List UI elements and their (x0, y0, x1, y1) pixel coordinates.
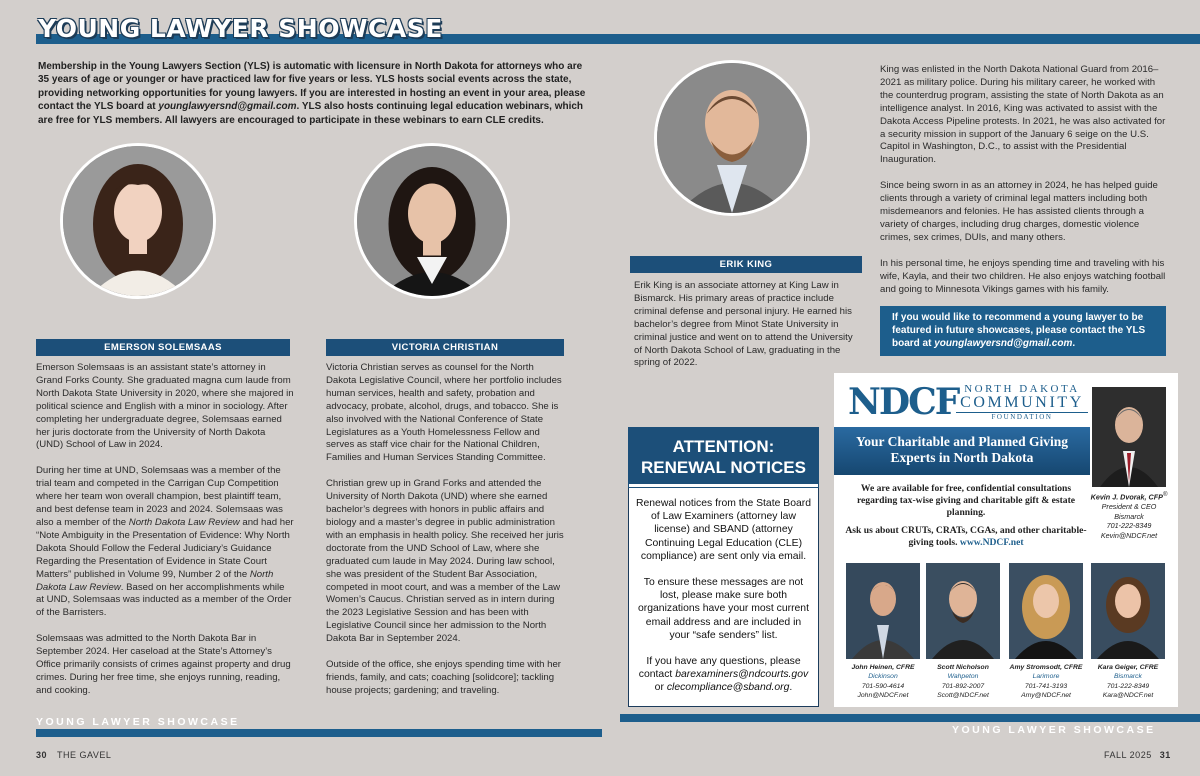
ceo-name: Kevin J. Dvorak, CFP (1090, 492, 1163, 502)
recommend-end: . (1072, 338, 1076, 349)
bio-king-p1: Erik King is an associate attorney at King Law in Bismarck. His primary areas of practice include criminal defense and personal injury. He earned his bachelor’s degree from Minot State University in criminal justice and went on to attend the University of North Dakota School of Law, graduating in the spring of 2022. (634, 280, 853, 369)
bio-christian-p1: Victoria Christian serves as counsel for the North Dakota Legislative Council, where her portfolio includes human services, health and safety, probation and advocacy, probate, alcohol, drugs, and tobacco. She is also involved with the National Conference of State Legislatures as a Youth Homelessness Fellow and serves as staff vice chair for the National Children, Families and Human Services Standing Committee. (326, 362, 562, 464)
staff-photo-image (926, 563, 1000, 659)
logo-line-1: NORTH DAKOTA (964, 383, 1080, 395)
issue-name: FALL 2025 (1104, 750, 1152, 760)
page-number-left: 30 (36, 750, 48, 760)
ceo-city: Bismarck (1114, 511, 1144, 521)
page-title: YOUNG LAWYER SHOWCASE (38, 14, 443, 43)
staff-city: Wahpeton (947, 673, 979, 681)
heading-line-1: ATTENTION: (672, 437, 775, 456)
staff-name: John Heinen, CFRE (851, 664, 915, 671)
ndcf-website-link[interactable]: www.NDCF.net (959, 537, 1024, 548)
intro-text: Membership in the Young Lawyers Section (YLS) is automatic with licensure in North Dakota for attorneys who are 35 years of age or younger or have practiced law for five years or less. YLS hosts social events across the state, providing networking opportunities for young lawyers. If you are interested in hosting an event in your area, please contact the YLS board at (38, 61, 586, 113)
staff-photo (926, 563, 1000, 659)
renewal-p3 (635, 655, 812, 695)
ceo-role: President & CEO (1101, 501, 1157, 511)
staff-card (926, 563, 1000, 701)
staff-card (1091, 563, 1165, 701)
staff-email[interactable]: Scott@NDCF.net (937, 692, 989, 700)
ndcf-advertisement (834, 373, 1178, 707)
logo-line-3: FOUNDATION (956, 412, 1088, 421)
staff-email[interactable]: Kara@NDCF.net (1102, 692, 1154, 700)
staff-card (1009, 563, 1083, 701)
bio-king-p4: In his personal time, he enjoys spending time and traveling with his wife, Kayla, and their two children. He also enjoys watching football and going to Minnesota Vikings games with his family. (880, 257, 1166, 295)
logo-line-2: COMMUNITY (960, 394, 1084, 411)
publication-title: North Dakota Law Review (128, 516, 240, 528)
renewal-p3-text: If you have any questions, please contact (638, 656, 801, 681)
name-bar-solemsaas: EMERSON SOLEMSAAS (36, 339, 290, 356)
staff-photo (1091, 563, 1165, 659)
bio-text: and had her “Note Ambiguity in the Presentation of Evidence: Why North Dakota Should Follow the Federal Judiciary’s Guidance Regarding the Presentation of Evidence in State Court Matters” published in Volume 99, Number 2 of the (36, 516, 294, 580)
bio-king-intro (634, 280, 862, 383)
staff-name: Scott Nicholson (937, 664, 989, 671)
bio-solemsaas (36, 362, 294, 711)
portrait-solemsaas-image (63, 146, 213, 296)
ceo-phone: 701-222-8349 (1106, 521, 1152, 531)
intro-text-end: . YLS also hosts continuing legal education webinars, which are free for YLS members. All lawyers are encouraged to participate in these webinars to earn CLE credits. (38, 101, 584, 126)
folio-left (36, 750, 111, 760)
staff-phone: 701-222-8349 (1106, 682, 1150, 690)
bio-christian (326, 362, 566, 711)
bio-solemsaas-p3: Solemsaas was admitted to the North Dakota Bar in September 2024. Her caseload at the State’s Attorney’s Office primarily consists of crimes against property and drug crimes. During her free time, she enjoys running, reading, and cooking. (36, 633, 291, 696)
folio-right (1104, 750, 1171, 760)
page-number-right: 31 (1159, 750, 1171, 760)
heading-line-2: RENEWAL NOTICES (641, 458, 806, 477)
bio-solemsaas-p2 (36, 465, 294, 620)
staff-info (846, 663, 920, 701)
staff-photo (1009, 563, 1083, 659)
portrait-king-image (657, 63, 807, 213)
publication-title: North Dakota Law Review (36, 568, 274, 593)
footer-title-left: YOUNG LAWYER SHOWCASE (36, 716, 240, 728)
ceo-name-line (1084, 491, 1174, 502)
staff-phone: 701-892-2007 (941, 682, 985, 690)
staff-photo-image (1009, 563, 1083, 659)
staff-photo (846, 563, 920, 659)
ndcf-text-2-wrap (842, 525, 1090, 549)
publication-name: THE GAVEL (57, 750, 112, 760)
bio-text: During her time at UND, Solemsaas was a member of the trial team and competed in the Carrigan Cup Competition where her team won overall champion, best plaintiff team, and best defense team in 2023 and 2024. Solemsaas was also a member of the (36, 465, 283, 528)
name-bar-christian: VICTORIA CHRISTIAN (326, 339, 564, 356)
ndcf-logo-words (956, 383, 1088, 421)
clecompliance-email-link[interactable]: clecompliance@sband.org (666, 682, 790, 694)
ndcf-banner (834, 427, 1090, 475)
ndcf-body-text (842, 483, 1090, 555)
ndcf-text-1: We are available for free, confidential consultations regarding tax-wise giving and charitable gift & estate planning. (856, 483, 1076, 518)
staff-photo-image (846, 563, 920, 659)
barexaminers-email-link[interactable]: barexaminers@ndcourts.gov (675, 669, 809, 681)
recommend-text: If you would like to recommend a young lawyer to be featured in future showcases, please contact the YLS board at (892, 312, 1146, 349)
renewal-notice-box (628, 427, 819, 707)
staff-phone: 701-590-4614 (861, 682, 905, 690)
renewal-notice-body (629, 487, 818, 695)
banner-line-1: Your Charitable and Planned Giving (855, 434, 1069, 449)
footer-title-right: YOUNG LAWYER SHOWCASE (952, 724, 1156, 736)
ceo-info (1084, 491, 1174, 540)
footer-rule-left (36, 729, 602, 737)
staff-name: Amy Stromsodt, CFRE (1009, 664, 1083, 671)
name-bar-king: ERIK KING (630, 256, 862, 273)
staff-info (1009, 663, 1083, 701)
portrait-christian (354, 143, 510, 299)
bio-king-p2: King was enlisted in the North Dakota National Guard from 2016–2021 as military police. During his military career, he worked with the counterdrug program, assisting the state of North Dakota as an intelligence analyst. In 2016, King was activated to assist with the Dakota Access Pipeline protests. In 2021, he was also activated for a security mission in support of the January 6 seige on the U.S. Capitol in Washington, D.C., to assist with the Presidential Inauguration. (880, 64, 1166, 166)
staff-city: Bismarck (1114, 673, 1142, 681)
ceo-photo (1092, 387, 1166, 487)
renewal-p3-or: or (654, 682, 667, 694)
staff-city: Larimore (1032, 673, 1060, 681)
staff-info (1091, 663, 1165, 701)
staff-email[interactable]: Amy@NDCF.net (1021, 692, 1071, 700)
ndcf-logo-mark: NDCF (848, 381, 959, 423)
banner-line-2: Experts in North Dakota (890, 450, 1034, 465)
portrait-king (654, 60, 810, 216)
staff-phone: 701-741-3193 (1024, 682, 1068, 690)
bio-king-p3: Since being sworn in as an attorney in 2024, he has helped guide clients through a variety of criminal legal matters including both misdemeanors and felonies. He has assisted clients through a variety of charges, including drug charges, domestic violence crimes, sex crimes, DUIs, and many others. (880, 180, 1158, 243)
ceo-name-mark: ® (1162, 492, 1168, 498)
staff-city: Dickinson (868, 673, 898, 681)
ndcf-logo (848, 381, 1088, 425)
ceo-email[interactable]: Kevin@NDCF.net (1100, 530, 1158, 540)
ndcf-text-2: Ask us about CRUTs, CRATs, CGAs, and other charitable-giving tools. (845, 525, 1087, 548)
renewal-p3-end: . (789, 682, 793, 694)
staff-info (926, 663, 1000, 701)
portrait-christian-image (357, 146, 507, 296)
staff-email[interactable]: John@NDCF.net (857, 692, 909, 700)
footer-rule-right (620, 714, 1200, 722)
intro-email-link[interactable]: younglawyersnd@gmail.com (158, 101, 297, 113)
bio-christian-p2: Christian grew up in Grand Forks and attended the University of North Dakota (UND) where she earned bachelor’s degrees with honors in public affairs and biology and a master’s degree in public administration with an emphasis in health policy. She received her juris doctorate from the UND School of Law, where she graduated cum laude in May 2024. During law school, she was president of the Student Bar Association, competed in moot court, and was a member of the Law Women’s Caucus. Christian served as in intern during the 2023 Legislative Session and has been with Legislative Council since her admission to the North Dakota Bar in September 2024. (326, 478, 564, 645)
recommend-email-link[interactable]: younglawyersnd@gmail.com (934, 338, 1073, 349)
staff-card (846, 563, 920, 701)
bio-text: . Based on her accomplishments while at UND, Solemsaas was inducted as a member of the Order of the Barristers. (36, 581, 292, 619)
renewal-p2: To ensure these messages are not lost, please make sure both organizations have your most current email address and are included in your “safe senders” list. (638, 577, 809, 641)
bio-solemsaas-p1: Emerson Solemsaas is an assistant state’s attorney in Grand Forks County. She graduated magna cum laude from North Dakota State University in 2020, where she majored in political science and English with a minor in sociology. After completing her undergraduate degree, Solemsaas earned her juris doctorate from the University of North Dakota (UND) School of Law in 2024. (36, 362, 294, 451)
renewal-p1: Renewal notices from the State Board of Law Examiners (attorney law license) and SBAND (attorney Continuing Legal Education (CLE) compliance) are sent only via email. (635, 498, 811, 562)
staff-name: Kara Geiger, CFRE (1097, 664, 1159, 671)
staff-photo-image (1091, 563, 1165, 659)
bio-king-continued (880, 64, 1166, 310)
recommend-callout (880, 306, 1166, 356)
bio-christian-p3: Outside of the office, she enjoys spending time with her friends, family, and cats; coaching [solidcore]; tackling house projects; gardening; and traveling. (326, 659, 562, 696)
intro-paragraph (38, 60, 586, 127)
renewal-notice-heading (629, 428, 818, 487)
ceo-photo-image (1092, 387, 1166, 487)
portrait-solemsaas (60, 143, 216, 299)
